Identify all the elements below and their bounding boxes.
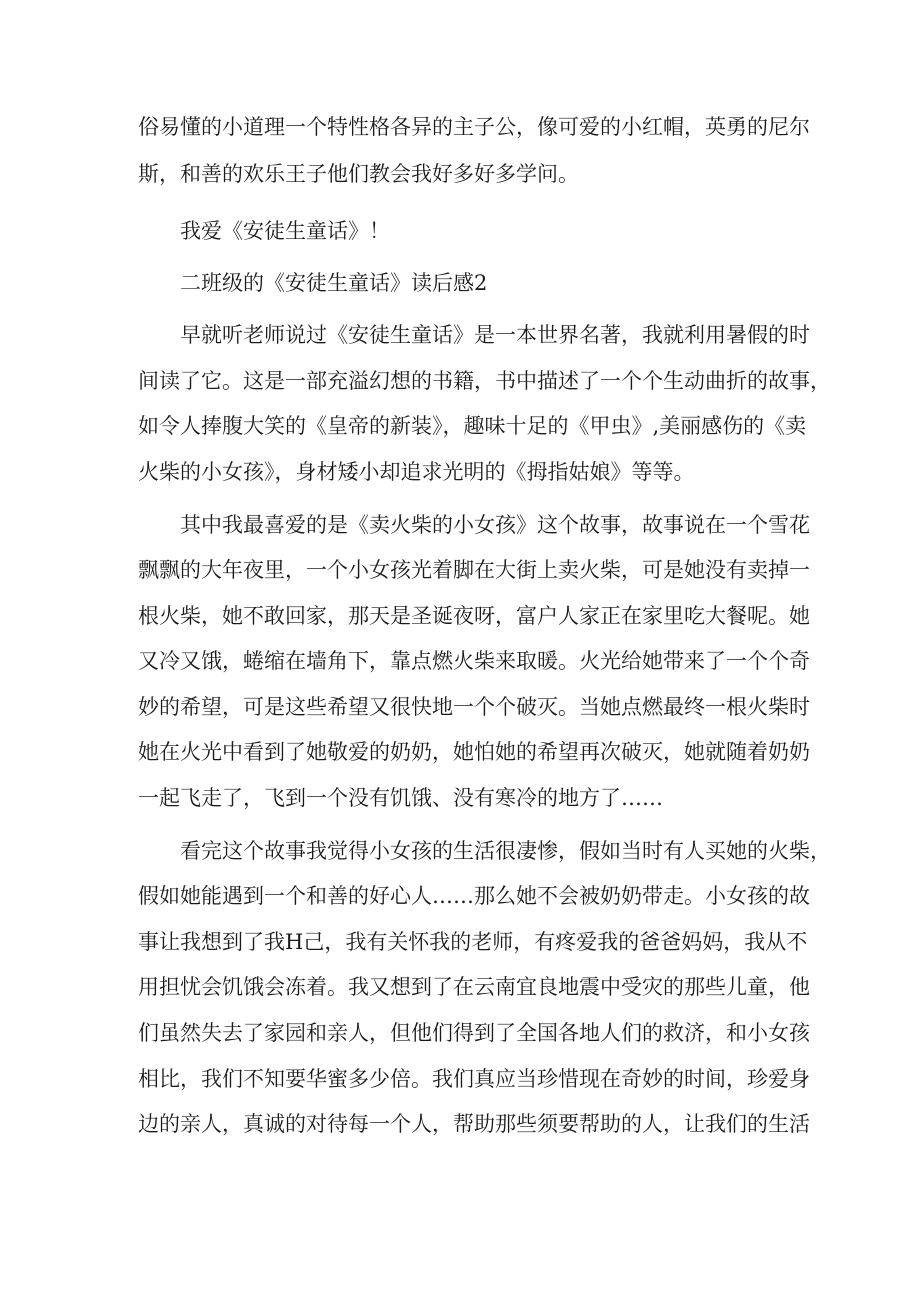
text-line: 根火柴，她不敢回家，那天是圣诞夜呀，富户人家正在家里吃大餐呢。她 [138,604,810,628]
text-line: 如令人捧腹大笑的《皇帝的新装》，趣味十足的《甲虫》,美丽感伤的《卖 [138,414,807,438]
text-line: 飘飘的大年夜里，一个小女孩光着脚在大街上卖火柴，可是她没有卖掉一 [138,558,810,582]
text-line: 俗易懂的小道理一个特性格各异的主子公，像可爱的小红帽，英勇的尼尔 [138,115,810,139]
text-line: 早就听老师说过《安徒生童话》是一本世界名著，我就利用暑假的时 [180,323,810,347]
section-heading: 二班级的《安徒生童话》读后感2 [180,271,488,295]
text-line: 又冷又饿，蜷缩在墙角下，靠点燃火柴来取暖。火光给她带来了一个个奇 [138,649,810,673]
text-line: 一起飞走了，飞到一个没有饥饿、没有寒冷的地方了…… [138,786,663,810]
text-line: 们虽然失去了家园和亲人，但他们得到了全国各地人们的救济，和小女孩 [138,1021,810,1045]
text-line: 相比，我们不知要华蜜多少倍。我们真应当珍惜现在奇妙的时间，珍爱身 [138,1067,810,1091]
text-line: 看完这个故事我觉得小女孩的生活很凄惨，假如当时有人买她的火柴， [180,839,831,863]
text-line: 火柴的小女孩》，身材矮小却追求光明的《拇指姑娘》等等。 [138,460,695,484]
text-line: 其中我最喜爱的是《卖火柴的小女孩》这个故事，故事说在一个雪花 [180,513,810,537]
text-line: 我爱《安徒生童话》！ [180,219,390,243]
text-line: 妙的希望，可是这些希望又很快地一个个破灭。当她点燃最终一根火柴时 [138,695,810,719]
text-line: 她在火光中看到了她敬爱的奶奶，她怕她的希望再次破灭，她就随着奶奶 [138,740,810,764]
text-line: 间读了它。这是一部充溢幻想的书籍，书中描述了一个个生动曲折的故事， [138,369,831,393]
text-line: 用担忧会饥饿会冻着。我又想到了在云南宜良地震中受灾的那些儿童，他 [138,975,810,999]
text-line: 假如她能遇到一个和善的好心人……那么她不会被奶奶带走。小女孩的故 [138,884,810,908]
text-line: 事让我想到了我H己，我有关怀我的老师，有疼爱我的爸爸妈妈，我从不 [138,930,808,954]
text-line: 斯，和善的欢乐王子他们教会我好多好多学问。 [138,162,579,186]
text-line: 边的亲人，真诚的对待每一个人，帮助那些须要帮助的人，让我们的生活 [138,1112,810,1136]
